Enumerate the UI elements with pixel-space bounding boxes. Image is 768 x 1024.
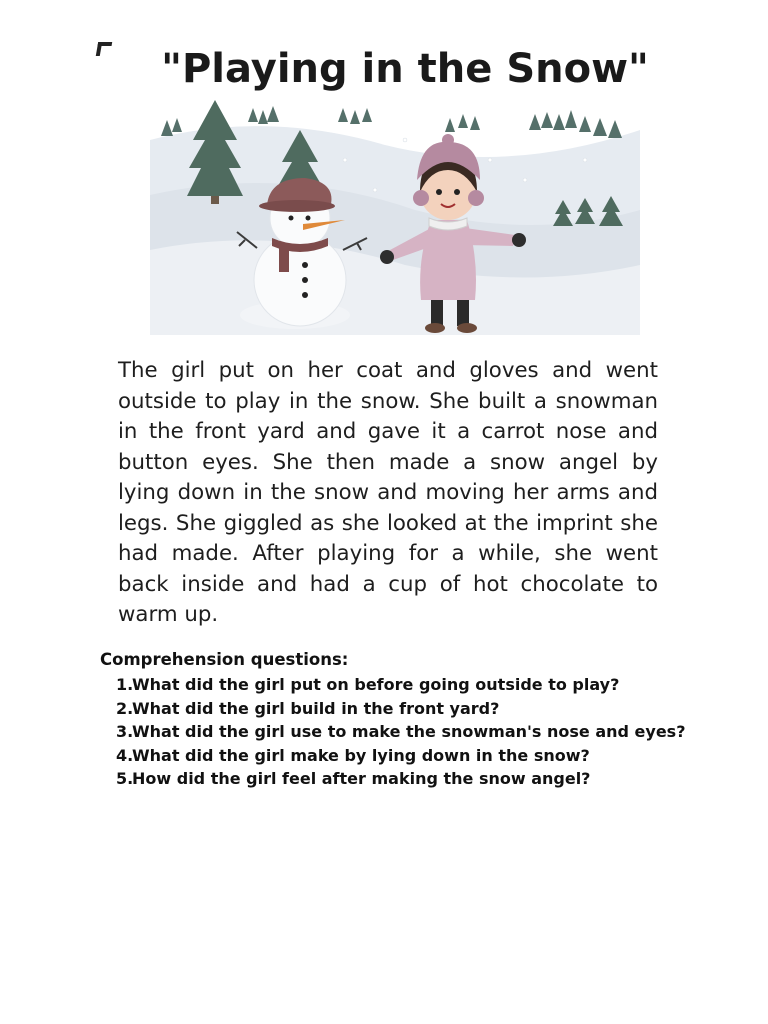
question-number: 3. [116, 722, 134, 741]
question-text: What did the girl build in the front yard? [132, 698, 500, 718]
comprehension-section [100, 650, 700, 791]
question-item [116, 767, 700, 791]
story-paragraph: The girl put on her coat and gloves and went outside to play in the snow. She built a snowman in the front yard and gave it a carrot nose and button eyes. She then made a snow angel by lying down in the snow and moving her arms and legs. She giggled as she looked at the imprint she had made. After playing for a while, she went back inside and had a cup of hot chocolate to warm up. [118, 358, 658, 627]
questions-heading: Comprehension questions: [100, 650, 349, 669]
question-text: What did the girl put on before going outside to play? [132, 675, 620, 694]
question-number: 5. [116, 769, 134, 788]
page-title: "Playing in the Snow" [161, 46, 649, 92]
question-item [116, 673, 700, 697]
question-item [116, 744, 700, 768]
question-text: How did the girl feel after making the snow angel? [132, 769, 591, 788]
question-number: 1. [116, 675, 134, 694]
question-text: What did the girl use to make the snowman's nose and eyes? [132, 722, 686, 741]
question-number: 4. [116, 745, 134, 765]
question-text: What did the girl make by lying down in the snow? [132, 745, 590, 765]
question-item [116, 720, 700, 744]
question-item [116, 697, 700, 721]
questions-list [100, 673, 700, 791]
snow-scene-illustration [145, 100, 645, 340]
question-number: 2. [116, 698, 134, 718]
